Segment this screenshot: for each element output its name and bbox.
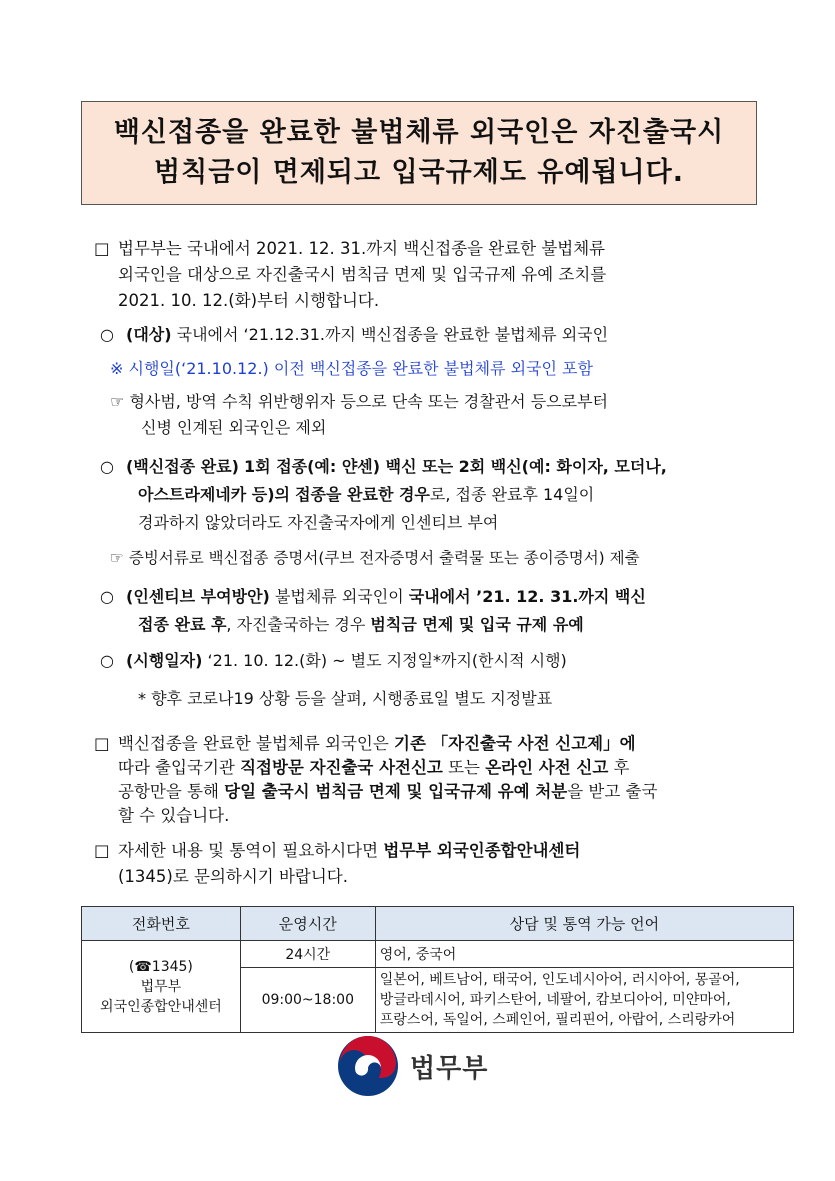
vaccine-row-3: 경과하지 않았더라도 자진출국자에게 인센티브 부여 bbox=[138, 513, 499, 532]
intro-row-3: 2021. 10. 12.(화)부터 시행합니다. bbox=[118, 291, 380, 310]
target-note bbox=[110, 356, 770, 382]
target-exclusion bbox=[110, 389, 770, 441]
para2-row-2d: 온라인 사전 신고 bbox=[485, 758, 609, 777]
languages-line-3: 프랑스어, 독일어, 스페인어, 필리핀어, 아랍어, 스리랑카어 bbox=[379, 1012, 736, 1028]
contact-paragraph bbox=[94, 838, 760, 890]
square-bullet-icon: □ bbox=[94, 239, 110, 258]
reference-mark-icon: ※ bbox=[110, 359, 124, 378]
languages-24h: 영어, 중국어 bbox=[375, 941, 793, 968]
vaccine-label: (백신접종 완료) bbox=[126, 457, 239, 476]
hours-day: 09:00~18:00 bbox=[240, 968, 375, 1033]
vaccine-row-2a: 아스트라제네카 등)의 bbox=[138, 485, 290, 504]
hours-24: 24시간 bbox=[240, 941, 375, 968]
contact-table bbox=[81, 906, 794, 1033]
circle-bullet-icon: ○ bbox=[100, 587, 114, 606]
vaccine-row-1: 1회 접종(예: 얀센) 백신 또는 2회 백신(예: 화이자, 모더나, bbox=[244, 457, 667, 476]
self-report-paragraph bbox=[94, 732, 760, 828]
phone-cell bbox=[82, 941, 241, 1033]
languages-day bbox=[375, 968, 793, 1033]
para2-row-2b: 직접방문 자진출국 사전신고 bbox=[240, 758, 443, 777]
phone-number: (☎1345) bbox=[128, 958, 193, 975]
incentive-label: (인센티브 부여방안) bbox=[126, 587, 270, 606]
target-item bbox=[100, 322, 760, 348]
exclusion-row-2: 신병 인계된 외국인은 제외 bbox=[141, 418, 327, 437]
vaccine-row-2c: 로, 접종 완료후 14일이 bbox=[429, 485, 595, 504]
table-row bbox=[82, 941, 794, 968]
vaccine-note bbox=[110, 545, 770, 571]
exclusion-row-1: 형사범, 방역 수칙 위반행위자 등으로 단속 또는 경찰관서 등으로부터 bbox=[129, 392, 608, 411]
incentive-row-2a: 접종 완료 후 bbox=[138, 615, 227, 634]
pointing-hand-icon: ☞ bbox=[110, 392, 125, 411]
incentive-item bbox=[100, 583, 760, 639]
para2-row-1b: 기존 「자진출국 사전 신고제」에 bbox=[394, 734, 636, 753]
para2-row-2c: 또는 bbox=[448, 758, 480, 777]
schedule-text: ‘21. 10. 12.(화) ~ 별도 지정일*까지(한시적 시행) bbox=[207, 651, 567, 670]
target-label: (대상) bbox=[126, 325, 172, 344]
para2-row-1a: 백신접종을 완료한 불법체류 외국인은 bbox=[118, 734, 389, 753]
para2-row-2a: 따라 출입국기관 bbox=[118, 758, 235, 777]
title-banner bbox=[81, 101, 757, 205]
schedule-note-text: * 향후 코로나19 상황 등을 살펴, 시행종료일 별도 지정발표 bbox=[138, 689, 553, 708]
vaccine-row-2b: 접종을 완료한 경우 bbox=[295, 485, 430, 504]
header-languages: 상담 및 통역 가능 언어 bbox=[375, 907, 793, 941]
table-header-row bbox=[82, 907, 794, 941]
circle-bullet-icon: ○ bbox=[100, 457, 114, 476]
para2-row-3b: 당일 출국시 범칙금 면제 및 입국규제 유예 처분 bbox=[224, 782, 568, 801]
target-note-text: 시행일(‘21.10.12.) 이전 백신접종을 완료한 불법체류 외국인 포함 bbox=[128, 359, 593, 378]
incentive-row-2c: 범칙금 면제 및 입국 규제 유예 bbox=[370, 615, 584, 634]
languages-line-1: 일본어, 베트남어, 태국어, 인도네시아어, 러시아어, 몽골어, bbox=[379, 972, 740, 988]
para2-row-4: 할 수 있습니다. bbox=[118, 806, 230, 825]
org-name: 법무부 bbox=[140, 978, 182, 995]
para2-row-2e: 후 bbox=[613, 758, 630, 777]
incentive-row-1b: 국내에서 ’21. 12. 31.까지 백신 bbox=[408, 587, 646, 606]
intro-row-1: 법무부는 국내에서 2021. 12. 31.까지 백신접종을 완료한 불법체류 bbox=[118, 239, 606, 258]
pointing-hand-icon: ☞ bbox=[110, 549, 124, 567]
para2-row-3c: 을 받고 출국 bbox=[567, 782, 658, 801]
square-bullet-icon: □ bbox=[94, 734, 110, 753]
ministry-logo bbox=[336, 1034, 488, 1098]
header-hours: 운영시간 bbox=[240, 907, 375, 941]
taegeuk-emblem-icon bbox=[336, 1034, 400, 1098]
para2-row-3a: 공항만을 통해 bbox=[118, 782, 219, 801]
schedule-label: (시행일자) bbox=[126, 651, 203, 670]
vaccine-note-text: 증빙서류로 백신접종 증명서(쿠브 전자증명서 출력물 또는 종이증명서) 제출 bbox=[128, 549, 640, 567]
intro-row-2: 외국인을 대상으로 자진출국시 범칙금 면제 및 입국규제 유예 조치를 bbox=[118, 265, 607, 284]
para3-row-1b: 법무부 외국인종합안내센터 bbox=[383, 841, 581, 860]
incentive-row-1a: 불법체류 외국인이 bbox=[274, 587, 404, 606]
circle-bullet-icon: ○ bbox=[100, 651, 114, 670]
title-line-2: 범칙금이 면제되고 입국규제도 유예됩니다. bbox=[154, 157, 684, 188]
schedule-item bbox=[100, 648, 760, 674]
incentive-row-2b: , 자진출국하는 경우 bbox=[226, 615, 366, 634]
intro-paragraph bbox=[94, 236, 760, 314]
para3-row-2: (1345)로 문의하시기 바랍니다. bbox=[118, 867, 348, 886]
header-phone: 전화번호 bbox=[82, 907, 241, 941]
schedule-note bbox=[138, 686, 798, 712]
circle-bullet-icon: ○ bbox=[100, 325, 114, 344]
para3-row-1a: 자세한 내용 및 통역이 필요하시다면 bbox=[118, 841, 379, 860]
center-name: 외국인종합안내센터 bbox=[100, 998, 222, 1015]
target-text: 국내에서 ‘21.12.31.까지 백신접종을 완료한 불법체류 외국인 bbox=[176, 325, 609, 344]
title-line-1: 백신접종을 완료한 불법체류 외국인은 자진출국시 bbox=[113, 117, 725, 148]
languages-line-2: 방글라데시어, 파키스탄어, 네팔어, 캄보디아어, 미얀마어, bbox=[379, 992, 731, 1008]
vaccine-item bbox=[100, 453, 760, 537]
square-bullet-icon: □ bbox=[94, 841, 110, 860]
logo-text: 법무부 bbox=[410, 1053, 489, 1084]
